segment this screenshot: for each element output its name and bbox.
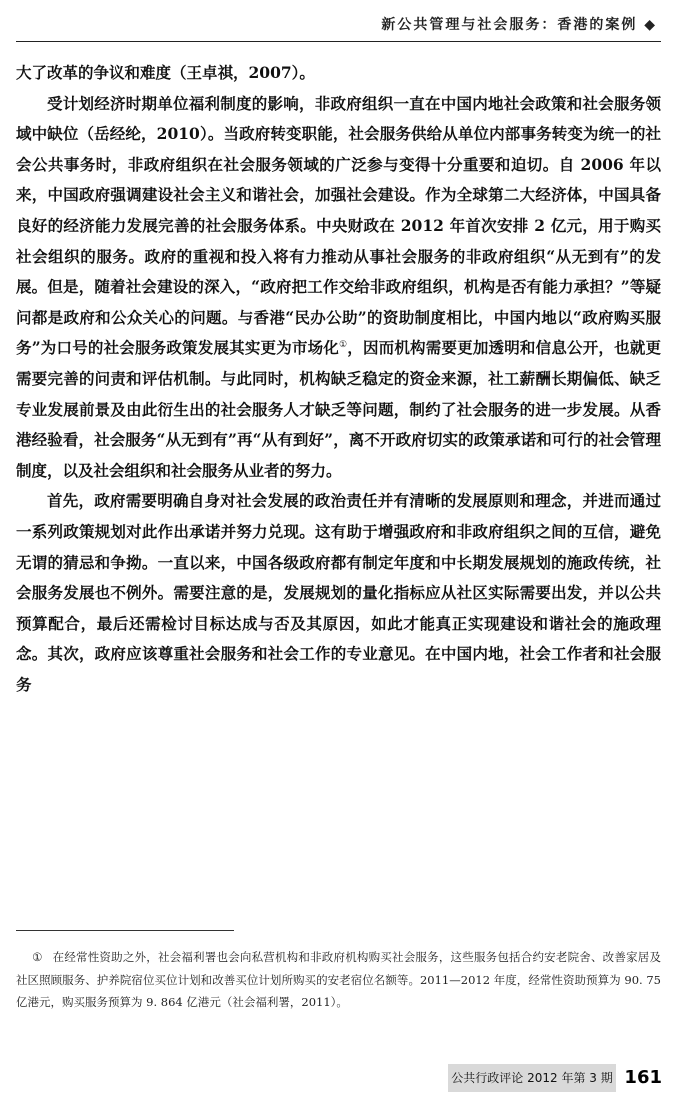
header-rule xyxy=(16,41,661,42)
paragraph-2-part-1: 受计划经济时期单位福利制度的影响，非政府组织一直在中国内地社会政策和社会服务领域中缺位（岳经纶，2010）。当政府转变职能，社会服务供给从单位内部事务转变为统一的社会公共事务时，非政府组织在社会服务领域的广泛参与变得十分重要和迫切。自 2006 年以来，中国政府强调建设社会主义和谐社会，加强社会建设。作为全球第二大经济体，中国具备良好的经济能力发展完善的社会服务体系。中央财政在 2012 年首次安排 2 亿元，用于购买社会组织的服务。政府的重视和投入将有力推动从事社会服务的非政府组织“从无到有”的发展。但是，随着社会建设的深入，“政府把工作交给非政府组织，机构是否有能力承担？”等疑问都是政府和公众关心的问题。与香港“民办公助”的资助制度相比，中国内地以“政府购买服务”为口号的社会服务政策发展其实更为市场化 xyxy=(16,93,661,358)
footer-journal-issue: 公共行政评论 2012 年第 3 期 xyxy=(448,1064,616,1092)
body-text xyxy=(16,58,661,700)
paragraph-1: 大了改革的争议和难度（王卓祺，2007）。 xyxy=(16,63,315,82)
paragraph-2 xyxy=(16,89,661,487)
footnote-rule xyxy=(16,930,234,931)
footnote-mark: ① xyxy=(32,950,43,964)
footnote-reference[interactable]: ① xyxy=(339,340,348,351)
paragraph-3: 首先，政府需要明确自身对社会发展的政治责任并有清晰的发展原则和理念，并进而通过一系列政策规划对此作出承诺并努力兑现。这有助于增强政府和非政府组织之间的互信，避免无谓的猜忌和争拗。一直以来，中国各级政府都有制定年度和中长期发展规划的施政传统，社会服务发展也不例外。需要注意的是，发展规划的量化指标应从社区实际需要出发，并以公共预算配合，最后还需检讨目标达成与否及其原因，如此才能真正实现建设和谐社会的施政理念。其次，政府应该尊重社会服务和社会工作的专业意见。在中国内地，社会工作者和社会服务 xyxy=(16,491,661,694)
footnote-text: 在经常性资助之外，社会福利署也会向私营机构和非政府机构购买社会服务，这些服务包括合约安老院舍、改善家居及社区照顾服务、护养院宿位买位计划和改善买位计划所购买的安老宿位名额等。2011—2012 年度，经常性资助预算为 90. 75 亿港元，购买服务预算为 9. 864 亿港元（社会福利署，2011）。 xyxy=(16,950,661,1009)
page-number: 161 xyxy=(624,1067,662,1088)
running-header-title: 新公共管理与社会服务：香港的案例 ◆ xyxy=(381,17,657,33)
footnote xyxy=(16,946,661,1014)
paragraph-2-part-2: ，因而机构需要更加透明和信息公开，也就更需要完善的问责和评估机制。与此同时，机构缺乏稳定的资金来源，社工薪酬长期偏低、缺乏专业发展前景及由此衍生出的社会服务人才缺乏等问题，制约了社会服务的进一步发展。从香港经验看，社会服务“从无到有”再“从有到好”，离不开政府切实的政策承诺和可行的社会管理制度，以及社会组织和社会服务从业者的努力。 xyxy=(16,338,661,480)
